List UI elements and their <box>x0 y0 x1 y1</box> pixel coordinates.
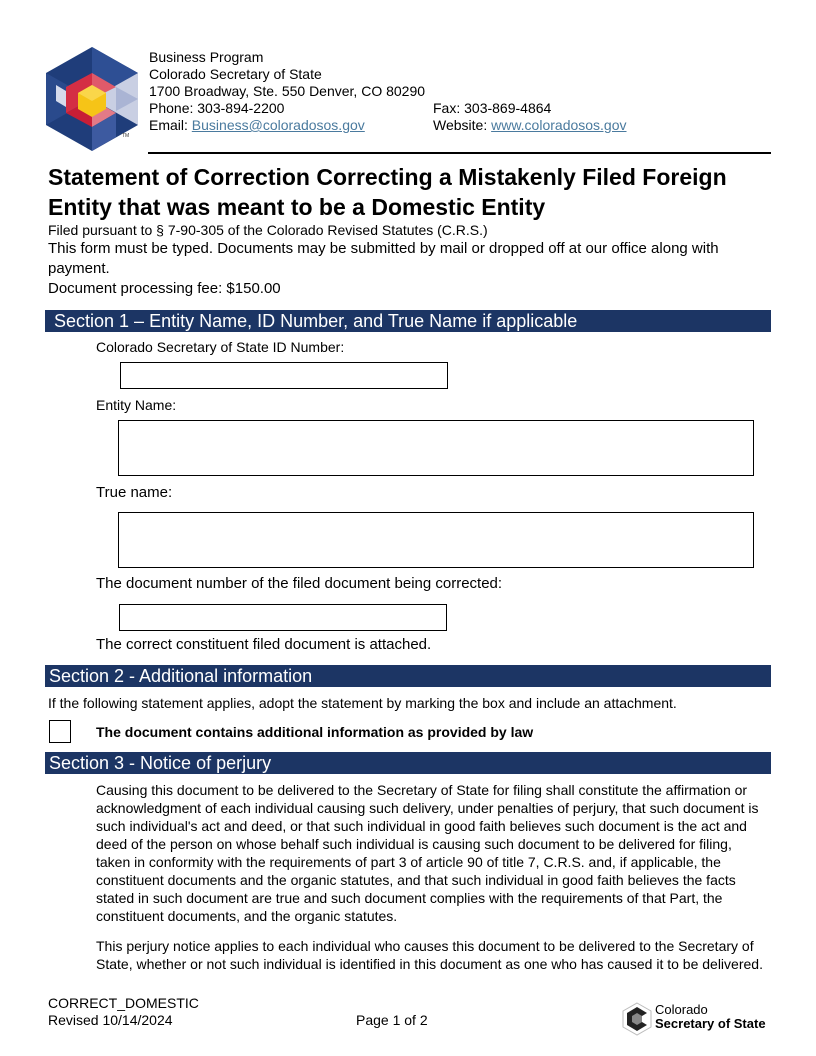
footer-form-info <box>48 995 199 1029</box>
email-prefix: Email: <box>149 117 192 133</box>
entity-name-input[interactable] <box>118 420 754 476</box>
instructions-line-1: This form must be typed. Documents may be submitted by mail or dropped off at our office along with <box>48 240 719 257</box>
section-3-heading: Section 3 - Notice of perjury <box>45 752 771 774</box>
intro-block <box>48 222 778 299</box>
processing-fee: Document processing fee: $150.00 <box>48 280 281 297</box>
sos-hexagon-icon <box>622 1002 652 1036</box>
website-link[interactable]: www.coloradosos.gov <box>491 117 627 133</box>
sos-id-input[interactable] <box>120 362 448 389</box>
sos-id-label: Colorado Secretary of State ID Number: <box>96 339 345 355</box>
page-number: Page 1 of 2 <box>356 1012 428 1028</box>
contact-block <box>149 49 627 134</box>
document-number-label: The document number of the filed document being corrected: <box>96 575 503 592</box>
office-name: Colorado Secretary of State <box>149 66 322 82</box>
perjury-paragraph-2: This perjury notice applies to each individual who causes this document to be delivered to the Secretary of State, whether or not such individual is identified in this document as one who has caused it to be delivered. <box>96 938 763 972</box>
additional-info-checkbox[interactable] <box>49 720 71 743</box>
sos-logo-line-1: Colorado <box>655 1002 708 1017</box>
section-2-instruction: If the following statement applies, adopt the statement by marking the box and include an attachment. <box>48 695 677 711</box>
sos-logo-line-2: Secretary of State <box>655 1016 766 1031</box>
title-line-1: Statement of Correction Correcting a Mistakenly Filed Foreign <box>48 164 727 190</box>
instructions-line-2: payment. <box>48 260 110 277</box>
form-code: CORRECT_DOMESTIC <box>48 995 199 1011</box>
section-2-heading: Section 2 - Additional information <box>45 665 771 687</box>
header-divider <box>148 152 771 154</box>
document-number-input[interactable] <box>119 604 447 631</box>
section-1-heading: Section 1 – Entity Name, ID Number, and True Name if applicable <box>45 310 771 332</box>
additional-info-checkbox-label: The document contains additional information as provided by law <box>96 724 534 740</box>
title-line-2: Entity that was meant to be a Domestic Entity <box>48 194 546 220</box>
office-address: 1700 Broadway, Ste. 550 Denver, CO 80290 <box>149 83 426 99</box>
website-prefix: Website: <box>433 117 492 133</box>
entity-name-label: Entity Name: <box>96 397 177 413</box>
perjury-paragraph-1: Causing this document to be delivered to the Secretary of State for filing shall constitute the affirmation or acknowledgment of each individual causing such delivery, under penalties of perjury, that such document is such individual's act and deed, or that such individual in good faith believes such document is the act and deed of the person on whose behalf such individual is causing such document to be delivered for filing, taken in conformity with the requirements of part 3 of article 90 of title 7, C.R.S. and, if applicable, the constituent documents and the organic statutes, and that such individual in good faith believes the facts stated in such document are true and such document complies with the requirements of that Part, the constituent documents, and the organic statutes. <box>96 782 759 924</box>
fax-number: Fax: 303-869-4864 <box>433 100 552 116</box>
page-title <box>48 162 778 222</box>
email-link[interactable]: Business@coloradosos.gov <box>191 117 365 133</box>
attached-note: The correct constituent filed document is attached. <box>96 636 432 653</box>
statute-reference: Filed pursuant to § 7-90-305 of the Colorado Revised Statutes (C.R.S.) <box>48 222 488 238</box>
svg-text:TM: TM <box>122 133 130 139</box>
revised-date: Revised 10/14/2024 <box>48 1012 173 1028</box>
true-name-label: True name: <box>96 484 173 501</box>
phone-number: Phone: 303-894-2200 <box>149 100 285 116</box>
colorado-sos-logo-icon <box>46 47 138 151</box>
org-name: Business Program <box>149 49 264 65</box>
footer-sos-logo <box>622 1002 772 1036</box>
true-name-input[interactable] <box>118 512 754 568</box>
